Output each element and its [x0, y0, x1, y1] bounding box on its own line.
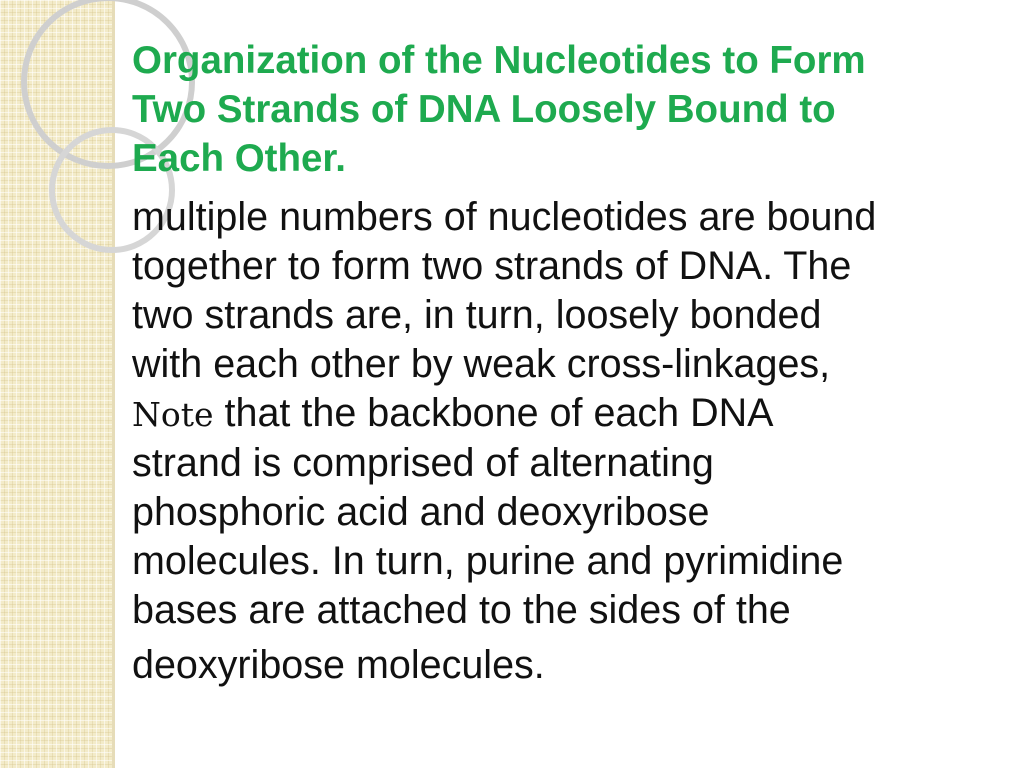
body-line: multiple numbers of nucleotides are bound — [132, 195, 877, 239]
decorative-side-panel — [0, 0, 112, 768]
note-word: Note — [132, 395, 214, 434]
slide-title-line: Organization of the Nucleotides to Form — [132, 39, 866, 82]
body-line: strand is comprised of alternating — [132, 441, 714, 485]
slide-title-line: Each Other. — [132, 137, 346, 180]
slide-content — [132, 36, 1002, 690]
body-line: molecules. In turn, purine and pyrimidine — [132, 539, 844, 583]
body-line — [132, 389, 1002, 439]
body-line: bases are attached to the sides of the — [132, 588, 791, 632]
slide-title — [132, 36, 1002, 183]
body-line: deoxyribose molecules. — [132, 643, 545, 687]
body-line: two strands are, in turn, loosely bonded — [132, 293, 822, 337]
side-panel-edge — [112, 0, 115, 768]
body-line: with each other by weak cross-linkages, — [132, 342, 831, 386]
body-line: together to form two strands of DNA. The — [132, 244, 852, 288]
body-line-text: that the backbone of each DNA — [213, 391, 774, 435]
body-line: phosphoric acid and deoxyribose — [132, 490, 710, 534]
slide-body — [132, 193, 1002, 690]
slide-title-line: Two Strands of DNA Loosely Bound to — [132, 88, 836, 131]
